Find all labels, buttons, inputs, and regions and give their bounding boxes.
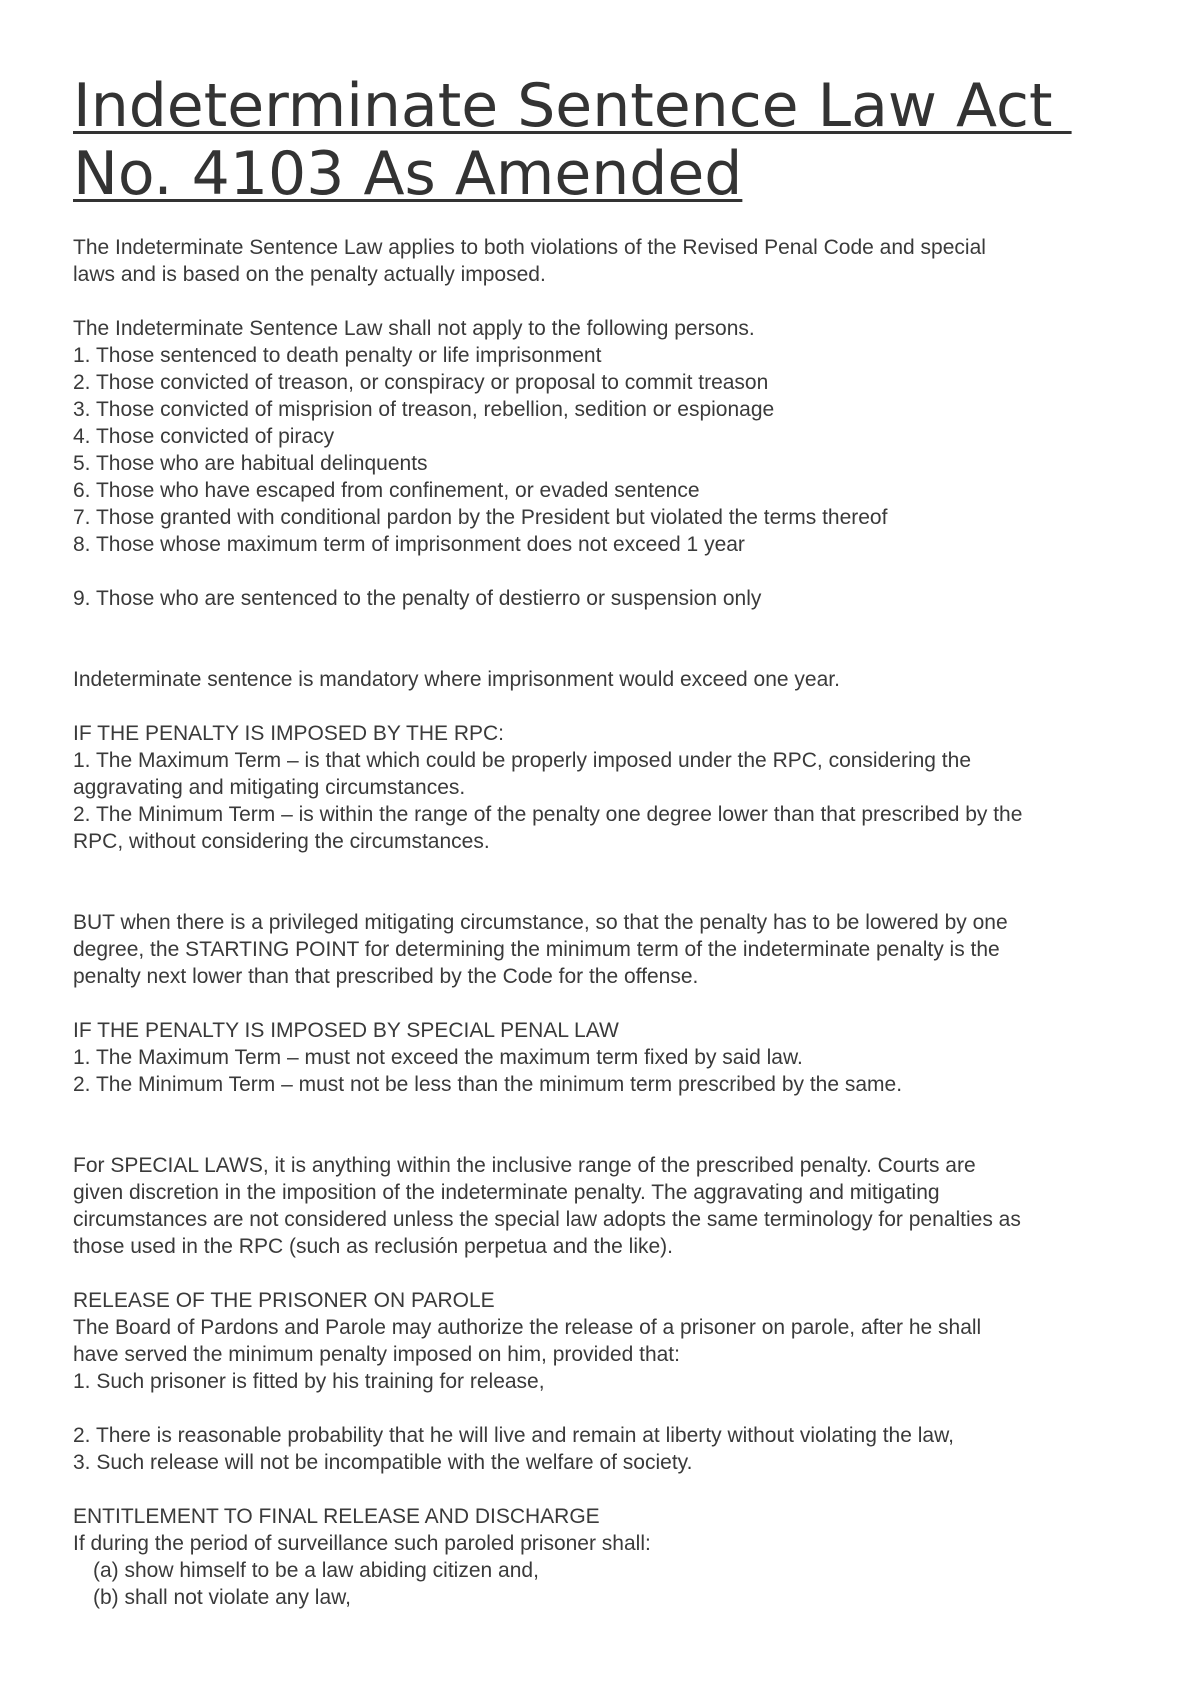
list-item: 2. Those convicted of treason, or conspiracy or proposal to commit treason [73,371,769,394]
list-item: (a) show himself to be a law abiding citizen and, [93,1559,539,1582]
parole-section [73,1287,1143,1476]
text-line: 2. The Minimum Term – is within the range of the penalty one degree lower than that prescribed by the [73,803,1023,826]
text-line: The Indeterminate Sentence Law applies to both violations of the Revised Penal Code and special [73,236,986,259]
list-item: (b) shall not violate any law, [93,1586,351,1609]
document-title [73,72,1143,208]
text-line: 1. The Maximum Term – must not exceed the maximum term fixed by said law. [73,1046,803,1069]
title-line-2: No. 4103 As Amended [73,139,743,209]
document-page [73,72,1143,1611]
text-line: aggravating and mitigating circumstances. [73,776,466,799]
text-line: RPC, without considering the circumstances. [73,830,490,853]
section-heading: RELEASE OF THE PRISONER ON PAROLE [73,1289,495,1312]
list-item: 4. Those convicted of piracy [73,425,335,448]
intro-paragraph [73,234,1143,288]
text-line: those used in the RPC (such as reclusión perpetua and the like). [73,1235,674,1258]
text-line: For SPECIAL LAWS, it is anything within the inclusive range of the prescribed penalty. Courts are [73,1154,976,1177]
text-line: circumstances are not considered unless the special law adopts the same terminology for penalties as [73,1208,1021,1231]
section-heading: IF THE PENALTY IS IMPOSED BY SPECIAL PENAL LAW [73,1019,619,1042]
list-item: 5. Those who are habitual delinquents [73,452,428,475]
list-item: 6. Those who have escaped from confinement, or evaded sentence [73,479,700,502]
exclusions-heading: The Indeterminate Sentence Law shall not apply to the following persons. [73,317,755,340]
text-line: If during the period of surveillance such paroled prisoner shall: [73,1532,651,1555]
list-item: 1. Such prisoner is fitted by his training for release, [73,1370,545,1393]
text-line: given discretion in the imposition of the indeterminate penalty. The aggravating and mitigating [73,1181,940,1204]
text-line: The Board of Pardons and Parole may authorize the release of a prisoner on parole, after he shall [73,1316,982,1339]
special-penal-law-section [73,1017,1143,1098]
privileged-paragraph [73,909,1143,990]
mandatory-paragraph: Indeterminate sentence is mandatory where imprisonment would exceed one year. [73,668,840,691]
text-line: laws and is based on the penalty actually imposed. [73,263,546,286]
list-item: 7. Those granted with conditional pardon by the President but violated the terms thereof [73,506,888,529]
list-item: 8. Those whose maximum term of imprisonment does not exceed 1 year [73,533,745,556]
list-item: 1. Those sentenced to death penalty or life imprisonment [73,344,602,367]
discharge-section [73,1503,1143,1611]
text-line: have served the minimum penalty imposed on him, provided that: [73,1343,680,1366]
text-line: penalty next lower than that prescribed by the Code for the offense. [73,965,699,988]
section-heading: IF THE PENALTY IS IMPOSED BY THE RPC: [73,722,505,745]
text-line: BUT when there is a privileged mitigating circumstance, so that the penalty has to be lowered by one [73,911,1008,934]
list-item: 2. There is reasonable probability that he will live and remain at liberty without violating the law, [73,1424,954,1447]
list-item: 9. Those who are sentenced to the penalty of destierro or suspension only [73,587,762,610]
exclusions-list [73,315,1143,612]
text-line: 2. The Minimum Term – must not be less than the minimum term prescribed by the same. [73,1073,903,1096]
rpc-section [73,720,1143,855]
text-line: 1. The Maximum Term – is that which could be properly imposed under the RPC, considering the [73,749,971,772]
section-heading: ENTITLEMENT TO FINAL RELEASE AND DISCHARGE [73,1505,600,1528]
document-body [73,234,1143,1611]
text-line: degree, the STARTING POINT for determining the minimum term of the indeterminate penalty is the [73,938,1000,961]
list-item: 3. Such release will not be incompatible with the welfare of society. [73,1451,693,1474]
list-item: 3. Those convicted of misprision of treason, rebellion, sedition or espionage [73,398,775,421]
special-laws-paragraph [73,1152,1143,1260]
title-line-1: Indeterminate Sentence Law Act [73,71,1072,141]
